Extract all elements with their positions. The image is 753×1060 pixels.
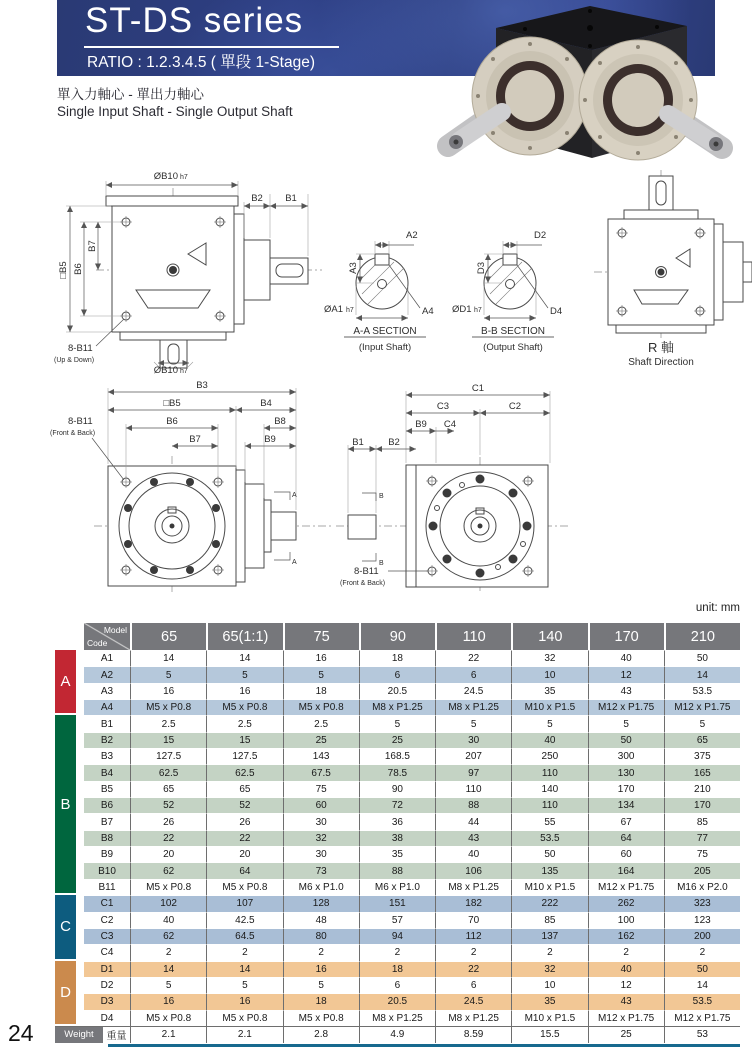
- cell-A1-col4: 22: [435, 650, 511, 666]
- cell-B10-col2: 73: [283, 862, 359, 878]
- cell-B5-col5: 140: [511, 781, 587, 797]
- page-title: ST-DS series: [85, 1, 304, 40]
- cell-C3-col0: 62: [130, 928, 206, 944]
- cell-B8-col2: 32: [283, 830, 359, 846]
- cell-D2-col1: 5: [206, 977, 282, 993]
- cell-B3-col6: 300: [588, 748, 664, 764]
- svg-text:h7: h7: [180, 368, 188, 374]
- svg-text:(Front & Back): (Front & Back): [50, 430, 96, 437]
- row-code-B6: B6: [80, 797, 130, 813]
- cell-A1-col6: 40: [588, 650, 664, 666]
- cell-A4-col6: M12 x P1.75: [588, 699, 664, 715]
- cell-D4-col0: M5 x P0.8: [130, 1010, 206, 1026]
- cell-A2-col7: 14: [664, 666, 740, 682]
- cell-D4-col2: M5 x P0.8: [283, 1010, 359, 1026]
- cell-D2-col4: 6: [435, 977, 511, 993]
- cell-D1-col3: 18: [359, 961, 435, 977]
- dim-c2: C2: [508, 401, 522, 412]
- dim-b5: □B5: [58, 261, 69, 279]
- cell-B10-col1: 64: [206, 862, 282, 878]
- cell-B1-col1: 2.5: [206, 715, 282, 731]
- svg-text:h7: h7: [346, 307, 354, 314]
- cell-B9-col3: 35: [359, 846, 435, 862]
- table-bottom-rule: [108, 1044, 740, 1047]
- cell-B4-col6: 130: [588, 764, 664, 780]
- cell-D1-col2: 16: [283, 961, 359, 977]
- dim-c3: C3: [436, 401, 450, 412]
- title-underline: [84, 46, 339, 48]
- cell-B9-col5: 50: [511, 846, 587, 862]
- cell-B3-col3: 168.5: [359, 748, 435, 764]
- column-header-210: 210: [664, 623, 740, 650]
- cell-B6-col4: 88: [435, 797, 511, 813]
- holes-label: 8-B11: [68, 343, 93, 354]
- cell-B11-col1: M5 x P0.8: [206, 879, 282, 895]
- cell-B4-col7: 165: [664, 764, 740, 780]
- row-code-D2: D2: [80, 977, 130, 993]
- cell-B5-col7: 210: [664, 781, 740, 797]
- cell-B9-col0: 20: [130, 846, 206, 862]
- dim-b1: B1: [285, 193, 297, 204]
- cell-C3-col5: 137: [511, 928, 587, 944]
- cell-weight-col6: 25: [588, 1026, 664, 1043]
- cell-B6-col6: 134: [588, 797, 664, 813]
- dim-b9-side: B9: [264, 434, 276, 445]
- cell-D2-col3: 6: [359, 977, 435, 993]
- subtitle-zh: 單入力軸心 - 單出力軸心: [57, 87, 204, 102]
- cell-weight-col4: 8.59: [435, 1026, 511, 1043]
- cell-B1-col4: 5: [435, 715, 511, 731]
- cell-C2-col7: 123: [664, 912, 740, 928]
- cell-B5-col4: 110: [435, 781, 511, 797]
- row-code-B5: B5: [80, 781, 130, 797]
- cell-D1-col5: 32: [511, 961, 587, 977]
- cell-C1-col7: 323: [664, 895, 740, 911]
- product-photo: [430, 0, 752, 168]
- cell-B10-col3: 88: [359, 862, 435, 878]
- cell-B3-col5: 250: [511, 748, 587, 764]
- dim-b8: B8: [274, 416, 286, 427]
- corner-code-label: Code: [87, 638, 108, 648]
- cell-C3-col1: 64.5: [206, 928, 282, 944]
- cell-B7-col5: 55: [511, 813, 587, 829]
- cell-B7-col6: 67: [588, 813, 664, 829]
- dim-a4: A4: [422, 306, 434, 317]
- cell-C3-col4: 112: [435, 928, 511, 944]
- cell-B1-col5: 5: [511, 715, 587, 731]
- cell-weight-col2: 2.8: [283, 1026, 359, 1043]
- row-code-B11: B11: [80, 879, 130, 895]
- cell-D4-col5: M10 x P1.5: [511, 1010, 587, 1026]
- row-code-A4: A4: [80, 699, 130, 715]
- cell-C4-col7: 2: [664, 944, 740, 960]
- column-header-65(1:1): 65(1:1): [206, 623, 282, 650]
- section-label-D: D: [55, 961, 76, 1024]
- row-code-B7: B7: [80, 813, 130, 829]
- cell-B10-col6: 164: [588, 862, 664, 878]
- cell-B2-col0: 15: [130, 732, 206, 748]
- svg-text:A: A: [292, 559, 297, 566]
- dim-b7: B7: [87, 240, 98, 252]
- cell-B10-col7: 205: [664, 862, 740, 878]
- dim-b4: B4: [260, 398, 272, 409]
- cell-A2-col1: 5: [206, 666, 282, 682]
- cell-A1-col2: 16: [283, 650, 359, 666]
- cell-D4-col1: M5 x P0.8: [206, 1010, 282, 1026]
- cell-A1-col5: 32: [511, 650, 587, 666]
- cell-B4-col4: 97: [435, 764, 511, 780]
- row-code-A2: A2: [80, 666, 130, 682]
- cell-B3-col2: 143: [283, 748, 359, 764]
- row-code-B4: B4: [80, 764, 130, 780]
- dim-a1: ØA1: [324, 304, 344, 315]
- cell-B9-col7: 75: [664, 846, 740, 862]
- corner-model-label: Model: [103, 625, 127, 635]
- drawing-aa-section: [322, 220, 448, 352]
- svg-text:(Up & Down): (Up & Down): [54, 357, 95, 364]
- dim-a3: A3: [348, 262, 359, 274]
- cell-D4-col6: M12 x P1.75: [588, 1010, 664, 1026]
- cell-B2-col5: 40: [511, 732, 587, 748]
- cell-A4-col5: M10 x P1.5: [511, 699, 587, 715]
- cell-B6-col1: 52: [206, 797, 282, 813]
- cell-C2-col0: 40: [130, 912, 206, 928]
- svg-text:h7: h7: [180, 174, 188, 181]
- cell-A4-col1: M5 x P0.8: [206, 699, 282, 715]
- row-code-B10: B10: [80, 862, 130, 878]
- cell-D3-col2: 18: [283, 993, 359, 1009]
- cell-B5-col3: 90: [359, 781, 435, 797]
- cell-B1-col7: 5: [664, 715, 740, 731]
- cell-D2-col7: 14: [664, 977, 740, 993]
- weight-row-label-group: [55, 1026, 130, 1043]
- cell-A1-col3: 18: [359, 650, 435, 666]
- cell-B10-col5: 135: [511, 862, 587, 878]
- cell-A2-col4: 6: [435, 666, 511, 682]
- cell-A4-col2: M5 x P0.8: [283, 699, 359, 715]
- cell-B7-col1: 26: [206, 813, 282, 829]
- cell-B11-col3: M6 x P1.0: [359, 879, 435, 895]
- row-code-B1: B1: [80, 715, 130, 731]
- row-code-D1: D1: [80, 961, 130, 977]
- left-flange: [448, 37, 588, 155]
- cell-A2-col0: 5: [130, 666, 206, 682]
- dim-b6-side: B6: [166, 416, 178, 427]
- cell-D3-col0: 16: [130, 993, 206, 1009]
- cell-A3-col3: 20.5: [359, 683, 435, 699]
- cell-C1-col1: 107: [206, 895, 282, 911]
- cell-C4-col6: 2: [588, 944, 664, 960]
- weight-code: 重量: [106, 1031, 127, 1043]
- cell-C4-col0: 2: [130, 944, 206, 960]
- drawing-front-view: [38, 162, 330, 374]
- cell-D4-col3: M8 x P1.25: [359, 1010, 435, 1026]
- drawing-shaft-direction: [548, 166, 752, 366]
- cell-A3-col7: 53.5: [664, 683, 740, 699]
- dim-b1-out: B1: [352, 437, 364, 448]
- weight-label: Weight: [55, 1027, 103, 1043]
- cell-D3-col4: 24.5: [435, 993, 511, 1009]
- cell-A2-col5: 10: [511, 666, 587, 682]
- cell-D3-col6: 43: [588, 993, 664, 1009]
- cell-C2-col5: 85: [511, 912, 587, 928]
- dim-d4: D4: [550, 306, 563, 317]
- cell-D2-col5: 10: [511, 977, 587, 993]
- cell-A1-col0: 14: [130, 650, 206, 666]
- cell-C1-col6: 262: [588, 895, 664, 911]
- cell-B10-col4: 106: [435, 862, 511, 878]
- cell-B2-col3: 25: [359, 732, 435, 748]
- dim-b10-top: ØB10: [153, 171, 178, 182]
- cell-D3-col3: 20.5: [359, 993, 435, 1009]
- column-header-65: 65: [130, 623, 206, 650]
- section-label-A: A: [55, 650, 76, 713]
- row-code-C4: C4: [80, 944, 130, 960]
- cell-C4-col5: 2: [511, 944, 587, 960]
- table-corner-cell: [80, 623, 130, 650]
- cell-B6-col5: 110: [511, 797, 587, 813]
- cell-B9-col2: 30: [283, 846, 359, 862]
- dim-a2: A2: [406, 230, 418, 241]
- cell-C4-col3: 2: [359, 944, 435, 960]
- holes-label-side: 8-B11: [68, 416, 93, 427]
- cell-B11-col5: M10 x P1.5: [511, 879, 587, 895]
- row-code-B9: B9: [80, 846, 130, 862]
- cell-C2-col1: 42.5: [206, 912, 282, 928]
- cell-B8-col5: 53.5: [511, 830, 587, 846]
- cell-D4-col7: M12 x P1.75: [664, 1010, 740, 1026]
- cell-B4-col1: 62.5: [206, 764, 282, 780]
- cell-B11-col2: M6 x P1.0: [283, 879, 359, 895]
- cell-D3-col5: 35: [511, 993, 587, 1009]
- cell-B1-col3: 5: [359, 715, 435, 731]
- cell-C3-col7: 200: [664, 928, 740, 944]
- cell-D1-col0: 14: [130, 961, 206, 977]
- cell-C2-col3: 57: [359, 912, 435, 928]
- cell-A3-col1: 16: [206, 683, 282, 699]
- column-header-170: 170: [588, 623, 664, 650]
- cell-B9-col6: 60: [588, 846, 664, 862]
- section-label-B: B: [55, 715, 76, 893]
- page-number: 24: [8, 1020, 34, 1046]
- row-code-A3: A3: [80, 683, 130, 699]
- unit-label: unit: mm: [695, 602, 740, 614]
- cell-C1-col4: 182: [435, 895, 511, 911]
- cell-C2-col2: 48: [283, 912, 359, 928]
- cell-D1-col1: 14: [206, 961, 282, 977]
- cell-B1-col0: 2.5: [130, 715, 206, 731]
- dim-b2: B2: [251, 193, 263, 204]
- section-mark-b: B: [379, 493, 384, 500]
- cell-C4-col4: 2: [435, 944, 511, 960]
- cell-D4-col4: M8 x P1.25: [435, 1010, 511, 1026]
- cell-B11-col0: M5 x P0.8: [130, 879, 206, 895]
- cell-A3-col2: 18: [283, 683, 359, 699]
- cell-C1-col3: 151: [359, 895, 435, 911]
- row-code-B3: B3: [80, 748, 130, 764]
- cell-D3-col7: 53.5: [664, 993, 740, 1009]
- cell-C2-col6: 100: [588, 912, 664, 928]
- drawing-side-view: [38, 378, 340, 595]
- cell-B11-col4: M8 x P1.25: [435, 879, 511, 895]
- subtitle-en: Single Input Shaft - Single Output Shaft: [57, 104, 293, 119]
- dim-b3: B3: [196, 380, 208, 391]
- cell-B5-col6: 170: [588, 781, 664, 797]
- cell-B4-col2: 67.5: [283, 764, 359, 780]
- cell-B7-col7: 85: [664, 813, 740, 829]
- cell-B8-col3: 38: [359, 830, 435, 846]
- column-header-140: 140: [511, 623, 587, 650]
- right-flange: [579, 40, 723, 160]
- dim-b10-bottom: ØB10: [153, 365, 178, 374]
- cell-B5-col0: 65: [130, 781, 206, 797]
- column-header-90: 90: [359, 623, 435, 650]
- cell-B5-col1: 65: [206, 781, 282, 797]
- cell-C3-col3: 94: [359, 928, 435, 944]
- cell-B2-col2: 25: [283, 732, 359, 748]
- cell-C1-col5: 222: [511, 895, 587, 911]
- cell-B6-col0: 52: [130, 797, 206, 813]
- cell-B3-col1: 127.5: [206, 748, 282, 764]
- cell-A3-col6: 43: [588, 683, 664, 699]
- cell-B3-col7: 375: [664, 748, 740, 764]
- aa-section-title: A-A SECTION: [353, 326, 417, 337]
- cell-B9-col4: 40: [435, 846, 511, 862]
- cell-B8-col6: 64: [588, 830, 664, 846]
- cell-D1-col6: 40: [588, 961, 664, 977]
- cell-B6-col2: 60: [283, 797, 359, 813]
- cell-D2-col0: 5: [130, 977, 206, 993]
- cell-D2-col2: 5: [283, 977, 359, 993]
- dim-b5-side: □B5: [163, 398, 181, 409]
- cell-C1-col0: 102: [130, 895, 206, 911]
- row-code-B8: B8: [80, 830, 130, 846]
- column-header-75: 75: [283, 623, 359, 650]
- cell-B2-col1: 15: [206, 732, 282, 748]
- cell-A2-col6: 12: [588, 666, 664, 682]
- cell-D1-col4: 22: [435, 961, 511, 977]
- drawing-output-view: [328, 381, 575, 593]
- dim-c1: C1: [471, 383, 485, 394]
- svg-text:h7: h7: [474, 307, 482, 314]
- dim-b7-side: B7: [189, 434, 201, 445]
- cell-weight-col3: 4.9: [359, 1026, 435, 1043]
- cell-B6-col3: 72: [359, 797, 435, 813]
- cell-B4-col3: 78.5: [359, 764, 435, 780]
- cell-weight-col0: 2.1: [130, 1026, 206, 1043]
- cell-B2-col7: 65: [664, 732, 740, 748]
- bb-section-subtitle: (Output Shaft): [483, 342, 543, 352]
- cell-B3-col0: 127.5: [130, 748, 206, 764]
- cell-B4-col0: 62.5: [130, 764, 206, 780]
- dim-b6: B6: [73, 263, 84, 275]
- cell-B8-col0: 22: [130, 830, 206, 846]
- cell-B11-col6: M12 x P1.75: [588, 879, 664, 895]
- cell-B1-col2: 2.5: [283, 715, 359, 731]
- cell-B6-col7: 170: [664, 797, 740, 813]
- row-code-C3: C3: [80, 928, 130, 944]
- cell-A1-col1: 14: [206, 650, 282, 666]
- cell-A3-col5: 35: [511, 683, 587, 699]
- row-code-D4: D4: [80, 1010, 130, 1026]
- cell-A1-col7: 50: [664, 650, 740, 666]
- row-code-C2: C2: [80, 912, 130, 928]
- cell-A4-col7: M12 x P1.75: [664, 699, 740, 715]
- cell-weight-col7: 53: [664, 1026, 740, 1043]
- section-label-C: C: [55, 895, 76, 958]
- cell-B3-col4: 207: [435, 748, 511, 764]
- cell-C1-col2: 128: [283, 895, 359, 911]
- cell-B2-col6: 50: [588, 732, 664, 748]
- dim-c4: C4: [443, 419, 457, 430]
- cell-A4-col4: M8 x P1.25: [435, 699, 511, 715]
- cell-B7-col0: 26: [130, 813, 206, 829]
- dim-d1: ØD1: [452, 304, 472, 315]
- svg-text:(Front & Back): (Front & Back): [340, 580, 386, 587]
- cell-D1-col7: 50: [664, 961, 740, 977]
- svg-text:B: B: [379, 560, 384, 567]
- dim-d3: D3: [476, 261, 487, 275]
- holes-label-out: 8-B11: [354, 566, 379, 577]
- cell-C3-col2: 80: [283, 928, 359, 944]
- cell-B9-col1: 20: [206, 846, 282, 862]
- cell-A4-col3: M8 x P1.25: [359, 699, 435, 715]
- cell-C4-col2: 2: [283, 944, 359, 960]
- cell-B8-col4: 43: [435, 830, 511, 846]
- cell-B7-col4: 44: [435, 813, 511, 829]
- cell-B4-col5: 110: [511, 764, 587, 780]
- section-mark-a: A: [292, 492, 297, 499]
- row-code-A1: A1: [80, 650, 130, 666]
- cell-B11-col7: M16 x P2.0: [664, 879, 740, 895]
- cell-C2-col4: 70: [435, 912, 511, 928]
- cell-weight-col1: 2.1: [206, 1026, 282, 1043]
- shaft-direction-title: R 軸: [647, 340, 675, 355]
- cell-A4-col0: M5 x P0.8: [130, 699, 206, 715]
- aa-section-subtitle: (Input Shaft): [358, 342, 412, 352]
- cell-B10-col0: 62: [130, 862, 206, 878]
- ratio-label: RATIO : 1.2.3.4.5 ( 單段 1-Stage): [87, 54, 315, 71]
- cell-C4-col1: 2: [206, 944, 282, 960]
- spec-table: [55, 623, 740, 1043]
- bb-section-title: B-B SECTION: [481, 326, 545, 337]
- cell-D2-col6: 12: [588, 977, 664, 993]
- dim-b9-out: B9: [415, 419, 427, 430]
- cell-A3-col4: 24.5: [435, 683, 511, 699]
- cell-B7-col3: 36: [359, 813, 435, 829]
- cell-A2-col3: 6: [359, 666, 435, 682]
- row-code-C1: C1: [80, 895, 130, 911]
- cell-A2-col2: 5: [283, 666, 359, 682]
- cell-B5-col2: 75: [283, 781, 359, 797]
- cell-B2-col4: 30: [435, 732, 511, 748]
- column-header-110: 110: [435, 623, 511, 650]
- cell-B1-col6: 5: [588, 715, 664, 731]
- cell-D3-col1: 16: [206, 993, 282, 1009]
- dim-b2-out: B2: [388, 437, 400, 448]
- dim-d2: D2: [534, 230, 547, 241]
- cell-A3-col0: 16: [130, 683, 206, 699]
- cell-C3-col6: 162: [588, 928, 664, 944]
- cell-B8-col1: 22: [206, 830, 282, 846]
- cell-B7-col2: 30: [283, 813, 359, 829]
- cell-B8-col7: 77: [664, 830, 740, 846]
- row-code-D3: D3: [80, 993, 130, 1009]
- cell-weight-col5: 15.5: [511, 1026, 587, 1043]
- shaft-direction-subtitle: Shaft Direction: [628, 357, 694, 366]
- row-code-B2: B2: [80, 732, 130, 748]
